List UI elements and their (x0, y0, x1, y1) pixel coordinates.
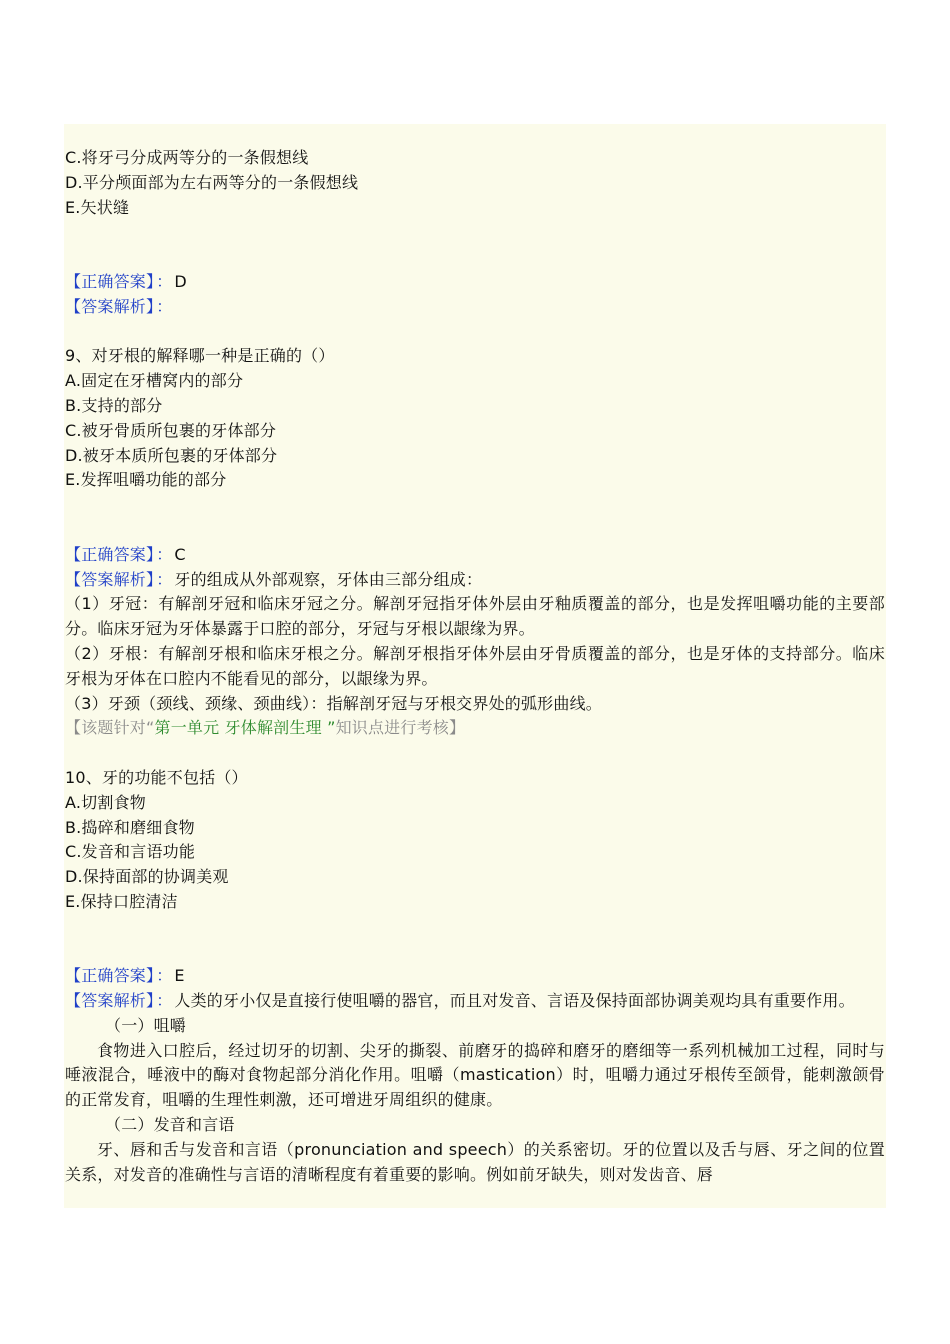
q10-option-a: A.切割食物 (65, 792, 146, 812)
colon: ： (156, 991, 173, 1011)
q10-option-d: D.保持面部的协调美观 (65, 867, 229, 887)
q8-analysis-row (65, 295, 885, 320)
q8-option-c: C.将牙弓分成两等分的一条假想线 (65, 148, 309, 167)
q10-answer: E (174, 966, 185, 986)
analysis-label: 【答案解析】 (65, 296, 155, 316)
answer-label: 【正确答案】 (65, 544, 155, 564)
q9-point-neck: （3）牙颈（颈线、颈缘、颈曲线）：指解剖牙冠与牙根交界处的弧形曲线。 (65, 693, 602, 713)
q10-question: 10、牙的功能不包括（） (65, 767, 248, 787)
q10-analysis-row (65, 989, 885, 1014)
colon: ： (156, 569, 173, 589)
colon: ： (156, 271, 173, 291)
analysis-label: 【答案解析】 (65, 991, 155, 1011)
q10-option-e: E.保持口腔清洁 (65, 891, 178, 911)
q10-section-chewing-title: （一）咀嚼 (105, 1015, 187, 1035)
q8-answer-row (65, 270, 885, 295)
document-body (65, 146, 885, 1187)
q10-option-c: C.发音和言语功能 (65, 842, 196, 862)
q9-option-a: A.固定在牙槽窝内的部分 (65, 371, 244, 391)
q9-answer: C (174, 544, 186, 564)
q10-section-speech-body: 牙、唇和舌与发音和言语（pronunciation and speech）的关系密切。牙的位置以及舌与唇、牙之间的位置关系，对发音的准确性与言语的清晰程度有着重要的影响。例如前牙缺失，则对发齿音、唇 (65, 1139, 885, 1184)
q8-option-d: D.平分颅面部为左右两等分的一条假想线 (65, 172, 359, 192)
q9-point-crown: （1）牙冠：有解剖牙冠和临床牙冠之分。解剖牙冠指牙体外层由牙釉质覆盖的部分，也是发挥咀嚼功能的主要部分。临床牙冠为牙体暴露于口腔的部分，牙冠与牙根以龈缘为界。 (65, 594, 885, 639)
q9-question: 9、对牙根的解释哪一种是正确的（） (65, 346, 335, 366)
q9-option-b: B.支持的部分 (65, 395, 163, 415)
q9-option-c: C.被牙骨质所包裹的牙体部分 (65, 420, 277, 440)
q8-option-e: E.矢状缝 (65, 197, 130, 217)
answer-label: 【正确答案】 (65, 966, 155, 986)
answer-label: 【正确答案】 (65, 271, 155, 291)
q9-answer-row (65, 543, 885, 568)
colon: ： (156, 544, 173, 564)
colon: ： (156, 296, 173, 316)
q10-analysis: 人类的牙小仅是直接行使咀嚼的器官，而且对发音、言语及保持面部协调美观均具有重要作用。 (174, 991, 855, 1011)
q10-answer-row (65, 964, 885, 989)
q9-knowledge-note: 【该题针对“第一单元 牙体解剖生理 ”知识点进行考核】 (65, 718, 466, 738)
q10-section-speech-title: （二）发音和言语 (105, 1115, 235, 1135)
q9-analysis-row (65, 568, 885, 593)
analysis-label: 【答案解析】 (65, 569, 155, 589)
q9-point-root: （2）牙根：有解剖牙根和临床牙根之分。解剖牙根指牙体外层由牙骨质覆盖的部分，也是牙体的支持部分。临床牙根为牙体在口腔内不能看见的部分，以龈缘为界。 (65, 643, 885, 688)
q9-option-d: D.被牙本质所包裹的牙体部分 (65, 445, 278, 465)
q10-section-chewing-body: 食物进入口腔后，经过切牙的切割、尖牙的撕裂、前磨牙的捣碎和磨牙的磨细等一系列机械加工过程，同时与唾液混合，唾液中的酶对食物起部分消化作用。咀嚼（mastication）时，咀嚼力通过牙根传至颌骨，能刺激颌骨的正常发育，咀嚼的生理性刺激，还可增进牙周组织的健康。 (65, 1040, 885, 1110)
colon: ： (156, 966, 173, 986)
q8-answer: D (174, 271, 187, 291)
q9-analysis: 牙的组成从外部观察，牙体由三部分组成： (174, 569, 483, 589)
q10-option-b: B.捣碎和磨细食物 (65, 817, 195, 837)
q9-option-e: E.发挥咀嚼功能的部分 (65, 470, 227, 490)
knowledge-topic: 第一单元 牙体解剖生理 ” (154, 718, 336, 738)
